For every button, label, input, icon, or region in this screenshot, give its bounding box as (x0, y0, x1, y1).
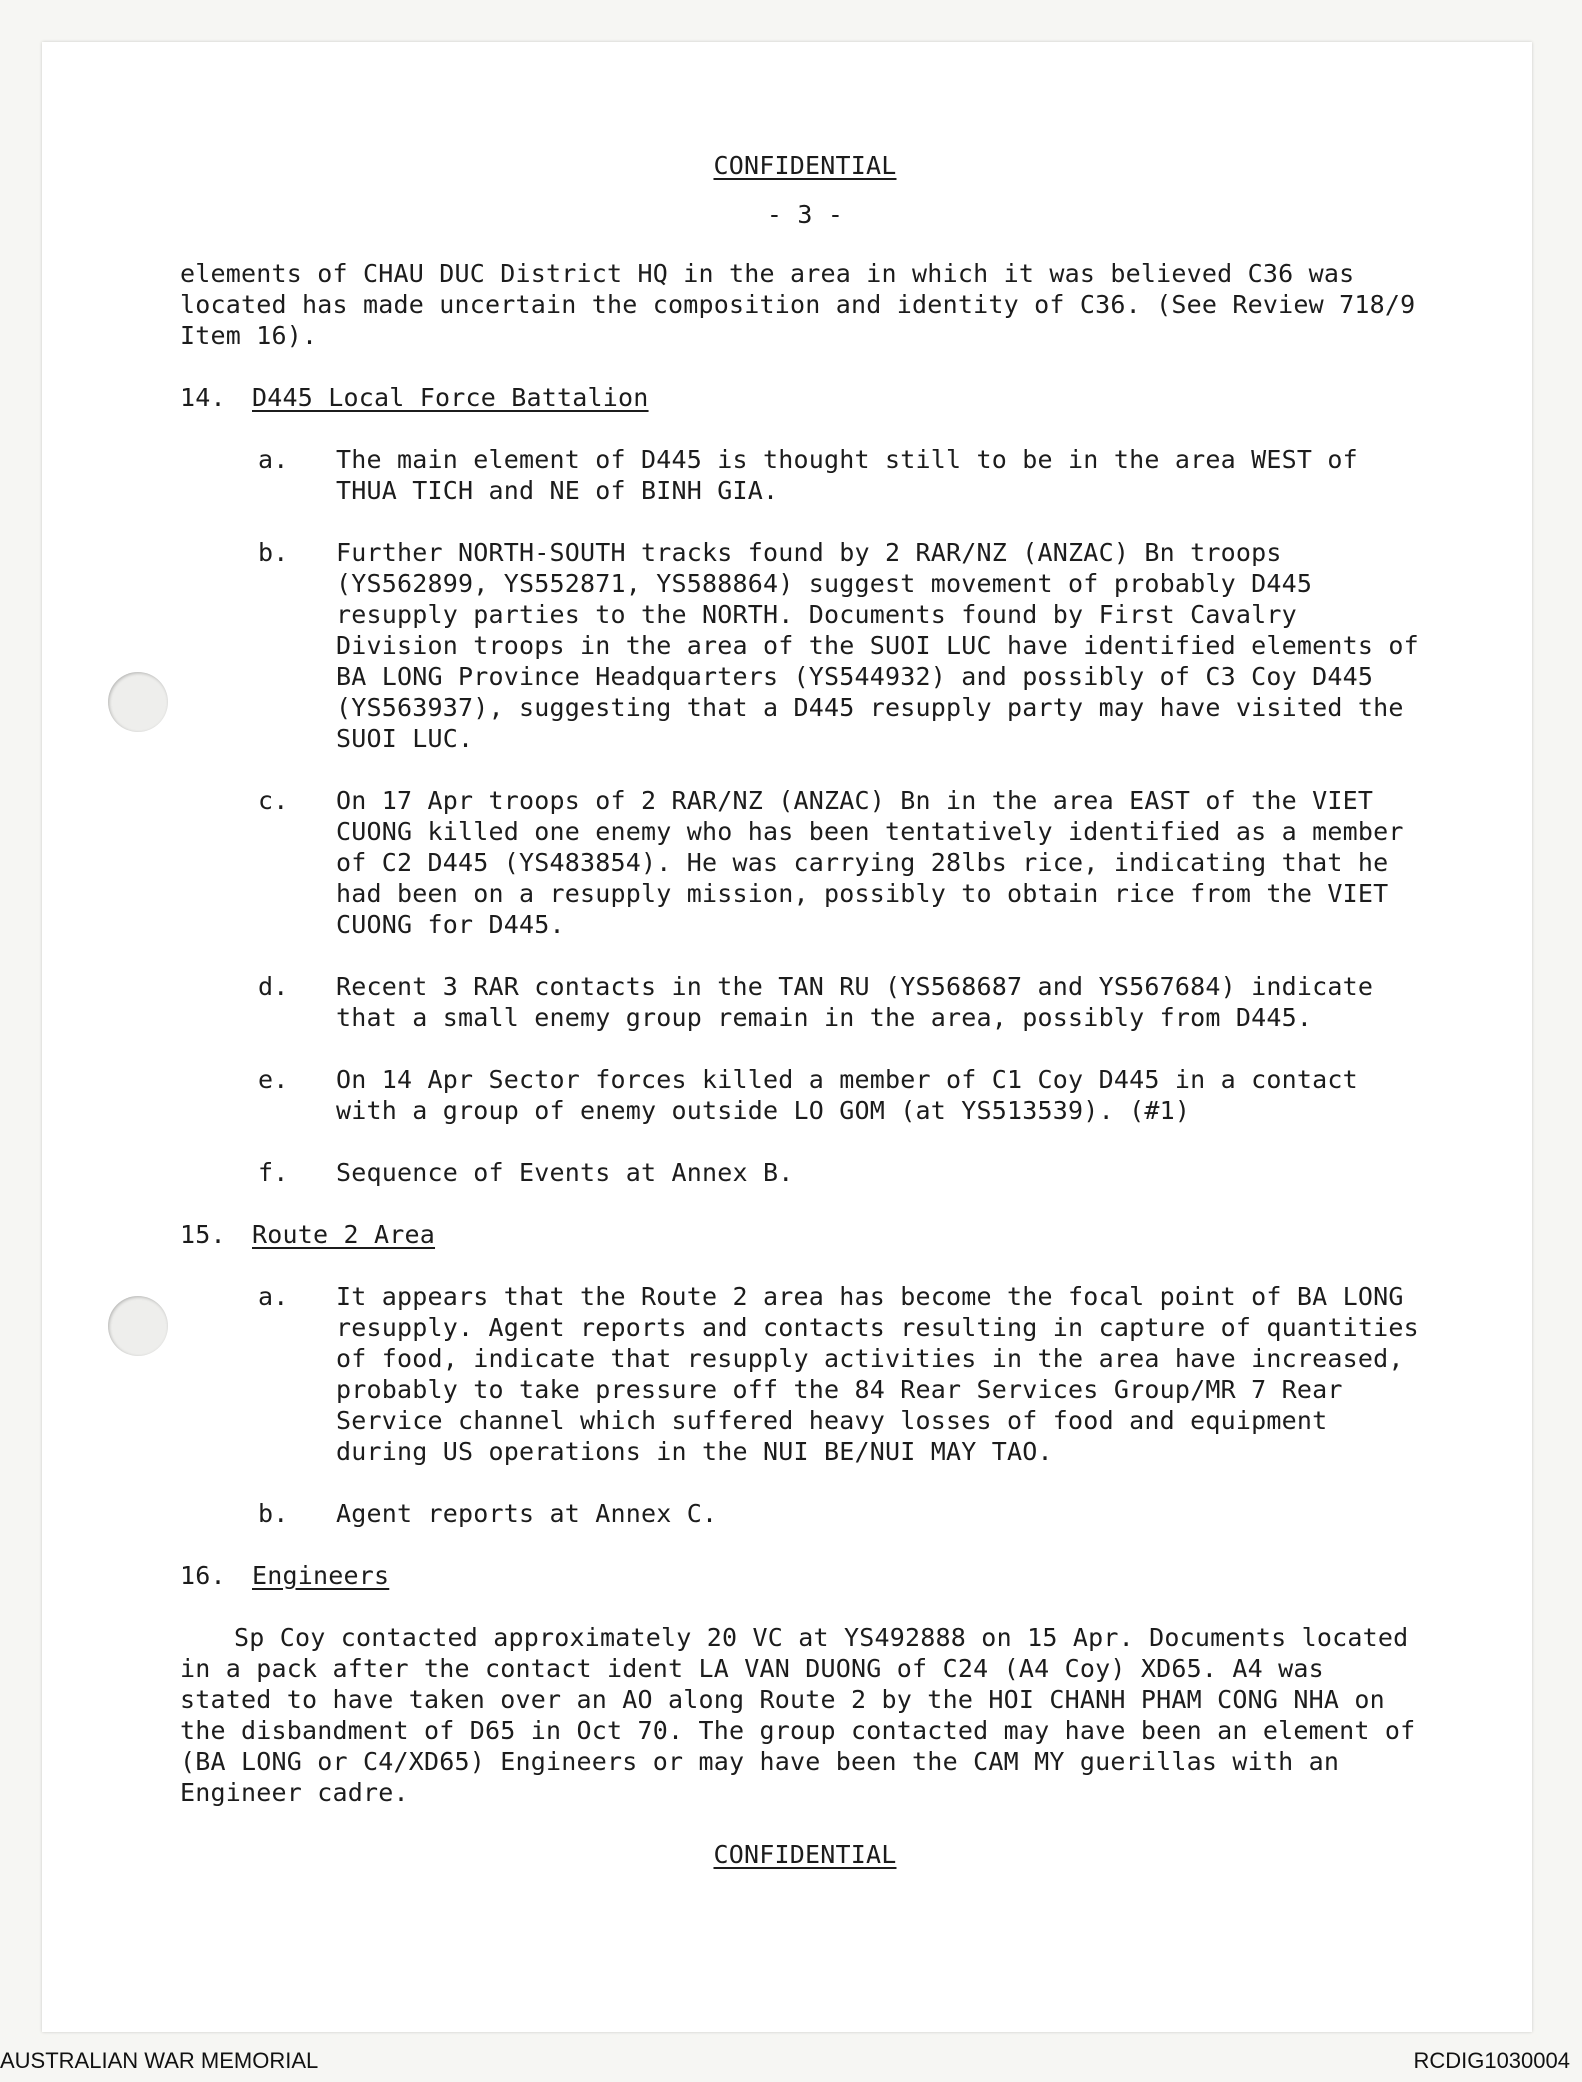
section-title: D445 Local Force Battalion (252, 383, 649, 412)
item-text: Recent 3 RAR contacts in the TAN RU (YS568687 and YS567684) indicate that a small enemy group remain in the area, possibly from D445. (336, 972, 1374, 1032)
punch-hole (108, 672, 168, 732)
list-item (180, 971, 1430, 1033)
item-text: Sequence of Events at Annex B. (336, 1158, 794, 1187)
item-letter: c. (258, 786, 289, 815)
section-number: 15. (180, 1220, 226, 1249)
item-text: It appears that the Route 2 area has become the focal point of BA LONG resupply. Agent reports and contacts resulting in capture of quantities of food, indicate that resupply activities in the area have increased, probably to take pressure off the 84 Rear Services Group/MR 7 Rear Service channel which suffered heavy losses of food and equipment during US operations in the NUI BE/NUI MAY TAO. (336, 1282, 1419, 1466)
list-item (180, 1281, 1430, 1467)
section-heading-15 (180, 1219, 1430, 1250)
item-letter: a. (258, 445, 289, 474)
item-letter: b. (258, 538, 289, 567)
section-number: 16. (180, 1561, 226, 1590)
item-text: Further NORTH-SOUTH tracks found by 2 RAR/NZ (ANZAC) Bn troops (YS562899, YS552871, YS588864) suggest movement of probably D445 resupply parties to the NORTH. Documents found by First Cavalry Division troops in the area of the SUOI LUC have identified elements of BA LONG Province Headquarters (YS544932) and possibly of C3 Coy D445 (YS563937), suggesting that a D445 resupply party may have visited the SUOI LUC. (336, 538, 1419, 753)
page-number: - 3 - (766, 200, 844, 229)
item-letter: e. (258, 1065, 289, 1094)
list-item (180, 537, 1430, 754)
list-item (180, 785, 1430, 940)
list-item (180, 1064, 1430, 1126)
section-heading-16 (180, 1560, 1430, 1591)
item-text: Agent reports at Annex C. (336, 1499, 718, 1528)
document-body (180, 150, 1430, 1870)
item-letter: a. (258, 1282, 289, 1311)
list-item (180, 444, 1430, 506)
intro-paragraph: elements of CHAU DUC District HQ in the area in which it was believed C36 was located has made uncertain the composition and identity of C36. (See Review 718/9 Item 16). (180, 259, 1416, 350)
section-heading-14 (180, 382, 1430, 413)
header-classification: CONFIDENTIAL (713, 151, 897, 180)
item-text: On 14 Apr Sector forces killed a member of C1 Coy D445 in a contact with a group of enemy outside LO GOM (at YS513539). (#1) (336, 1065, 1358, 1125)
section-paragraph: Sp Coy contacted approximately 20 VC at YS492888 on 15 Apr. Documents located in a pack after the contact ident LA VAN DUONG of C24 (A4 Coy) XD65. A4 was stated to have taken over an AO along Route 2 by the HOI CHANH PHAM CONG NHA on the disbandment of D65 in Oct 70. The group contacted may have been an element of (BA LONG or C4/XD65) Engineers or may have been the CAM MY guerillas with an Engineer cadre. (180, 1623, 1416, 1807)
section-number: 14. (180, 383, 226, 412)
archive-record-id: RCDIG1030004 (1413, 2048, 1570, 2073)
footer-classification: CONFIDENTIAL (713, 1840, 897, 1869)
item-letter: b. (258, 1499, 289, 1528)
punch-hole (108, 1296, 168, 1356)
archive-institution: AUSTRALIAN WAR MEMORIAL (0, 2048, 319, 2073)
list-item (180, 1157, 1430, 1188)
item-letter: f. (258, 1158, 289, 1187)
section-title: Engineers (252, 1561, 390, 1590)
item-text: On 17 Apr troops of 2 RAR/NZ (ANZAC) Bn in the area EAST of the VIET CUONG killed one enemy who has been tentatively identified as a member of C2 D445 (YS483854). He was carrying 28lbs rice, indicating that he had been on a resupply mission, possibly to obtain rice from the VIET CUONG for D445. (336, 786, 1404, 939)
item-text: The main element of D445 is thought still to be in the area WEST of THUA TICH and NE of BINH GIA. (336, 445, 1358, 505)
list-item (180, 1498, 1430, 1529)
section-title: Route 2 Area (252, 1220, 436, 1249)
item-letter: d. (258, 972, 289, 1001)
